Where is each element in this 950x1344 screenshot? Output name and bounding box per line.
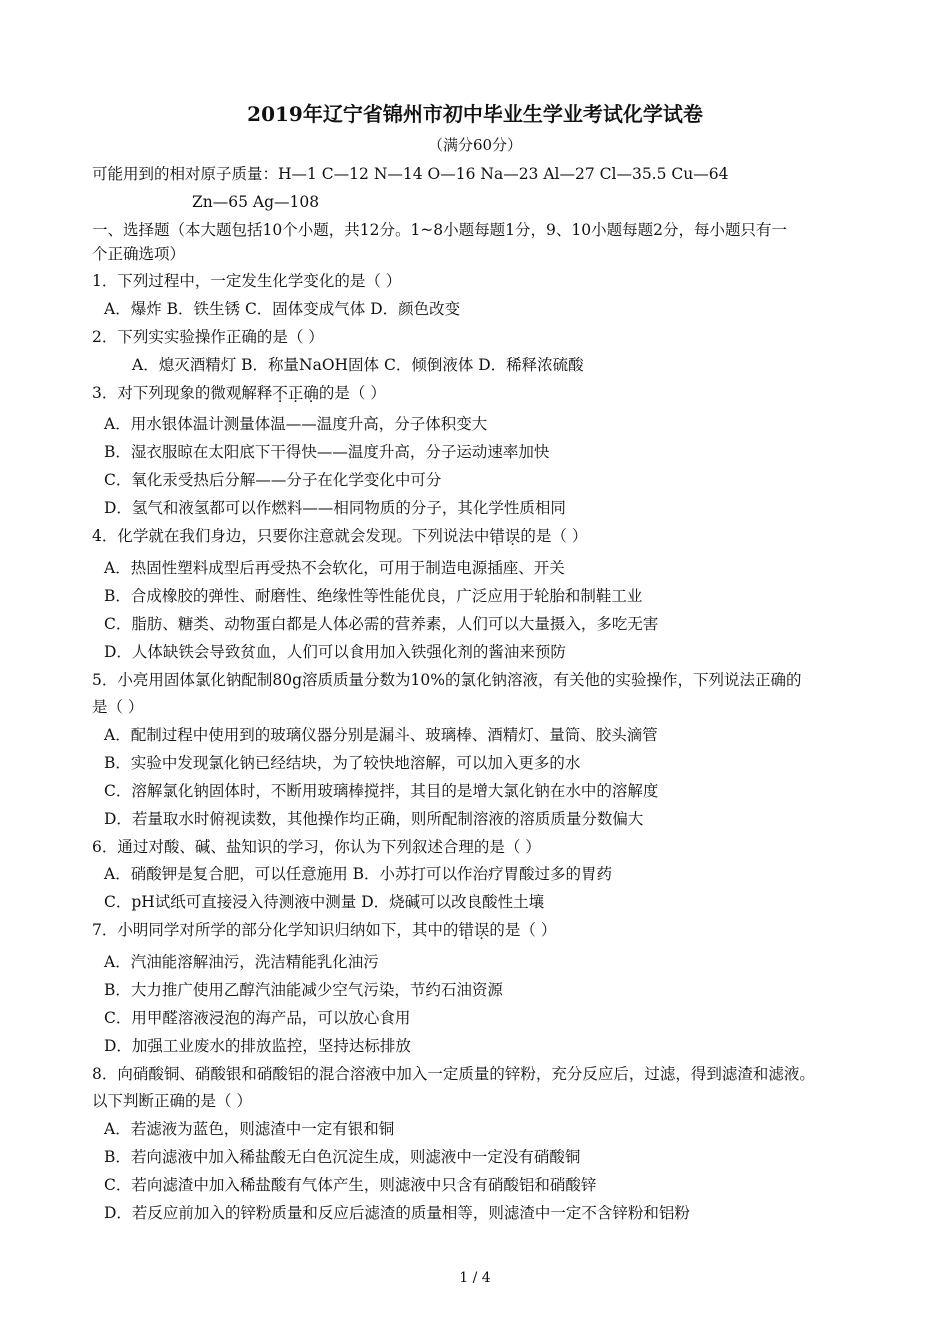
atomic-mass-line-2: Zn—65 Ag—108 bbox=[192, 193, 320, 211]
question-8-stem: 8．向硝酸铜、硝酸银和硝酸铝的混合溶液中加入一定质量的锌粉，充分反应后，过滤，得到滤渣和滤液。 bbox=[92, 1065, 815, 1083]
question-5-option-c: C．溶解氯化钠固体时，不断用玻璃棒搅拌，其目的是增大氯化钠在水中的溶解度 bbox=[104, 782, 659, 800]
section-heading-cont: 个正确选项） bbox=[92, 245, 186, 263]
section-heading: 一、选择题（本大题包括10个小题，共12分。1~8小题每题1分，9、10小题每题2分，每小题只有一 bbox=[92, 221, 787, 239]
stem-text: 4．化学就在我们身边，只要你注意就会发现。下列说法中 bbox=[92, 527, 490, 545]
emphasis-char: 错 bbox=[489, 527, 505, 545]
question-5-option-b: B．实验中发现氯化钠已经结块，为了较快地溶解，可以加入更多的水 bbox=[104, 754, 581, 772]
question-5-stem-cont: 是（ ） bbox=[92, 698, 144, 716]
question-8-option-d: D．若反应前加入的锌粉质量和反应后滤渣的质量相等，则滤渣中一定不含锌粉和铝粉 bbox=[104, 1204, 690, 1222]
question-3-option-d: D．氢气和液氢都可以作燃料——相同物质的分子，其化学性质相同 bbox=[104, 499, 566, 517]
emphasis-char: 不 bbox=[272, 384, 288, 402]
question-4-option-d: D．人体缺铁会导致贫血，人们可以食用加入铁强化剂的酱油来预防 bbox=[104, 643, 566, 661]
question-7-option-c: C．用甲醛溶液浸泡的海产品，可以放心食用 bbox=[104, 1009, 411, 1027]
question-6-options-cd: C．pH试纸可直接浸入待测液中测量 D．烧碱可以改良酸性土壤 bbox=[104, 893, 545, 911]
question-6-options-ab: A．硝酸钾是复合肥，可以任意施用 B．小苏打可以作治疗胃酸过多的胃药 bbox=[104, 865, 613, 883]
question-3-stem bbox=[92, 382, 386, 404]
stem-text: 3．对下列现象的微观解释 bbox=[92, 384, 273, 402]
question-1-options: A．爆炸 B．铁生锈 C．固体变成气体 D．颜色改变 bbox=[104, 300, 461, 318]
stem-text: 的是（ ） bbox=[520, 527, 588, 545]
emphasis-char: 误 bbox=[504, 527, 521, 545]
question-4-option-c: C．脂肪、糖类、动物蛋白都是人体必需的营养素，人们可以大量摄入，多吃无害 bbox=[104, 615, 659, 633]
stem-text: 7．小明同学对所学的部分化学知识归纳如下，其中的 bbox=[92, 921, 459, 939]
question-7-option-a: A．汽油能溶解油污，洗洁精能乳化油污 bbox=[104, 953, 379, 971]
question-5-option-d: D．若量取水时俯视读数，其他操作均正确，则所配制溶液的溶质质量分数偏大 bbox=[104, 810, 644, 828]
question-1-stem: 1．下列过程中，一定发生化学变化的是（ ） bbox=[92, 272, 402, 290]
page-title: 2019年辽宁省锦州市初中毕业生学业考试化学试卷 bbox=[247, 102, 703, 126]
emphasis-char: 正 bbox=[287, 384, 304, 402]
question-3-option-a: A．用水银体温计测量体温——温度升高，分子体积变大 bbox=[104, 415, 488, 433]
stem-text: 的是（ ） bbox=[318, 384, 386, 402]
atomic-mass-line: 可能用到的相对原子质量：H—1 C—12 N—14 O—16 Na—23 Al—27 Cl—35.5 Cu—64 bbox=[92, 165, 729, 183]
question-7-option-b: B．大力推广使用乙醇汽油能减少空气污染，节约石油资源 bbox=[104, 981, 503, 999]
question-8-option-a: A．若滤液为蓝色，则滤渣中一定有银和铜 bbox=[104, 1120, 395, 1138]
question-7-stem bbox=[92, 919, 556, 941]
question-3-option-b: B．湿衣服晾在太阳底下干得快——温度升高，分子运动速率加快 bbox=[104, 443, 550, 461]
question-8-option-b: B．若向滤液中加入稀盐酸无白色沉淀生成，则滤液中一定没有硝酸铜 bbox=[104, 1148, 581, 1166]
question-5-stem: 5．小亮用固体氯化钠配制80g溶质质量分数为10%的氯化钠溶液，有关他的实验操作，下列说法正确的 bbox=[92, 671, 802, 689]
emphasis-char: 错 bbox=[458, 921, 474, 939]
page-number: 1 / 4 bbox=[459, 1270, 491, 1286]
emphasis-char: 确 bbox=[303, 384, 319, 402]
question-4-option-a: A．热固性塑料成型后再受热不会软化，可用于制造电源插座、开关 bbox=[104, 559, 565, 577]
score-note: （满分60分） bbox=[427, 136, 523, 154]
question-3-option-c: C．氧化汞受热后分解——分子在化学变化中可分 bbox=[104, 471, 442, 489]
question-6-stem: 6．通过对酸、碱、盐知识的学习，你认为下列叙述合理的是（ ） bbox=[92, 838, 541, 856]
question-7-option-d: D．加强工业废水的排放监控，坚持达标排放 bbox=[104, 1037, 411, 1055]
stem-text: 的是（ ） bbox=[489, 921, 557, 939]
question-8-stem-cont: 以下判断正确的是（ ） bbox=[92, 1092, 252, 1110]
question-4-stem bbox=[92, 525, 587, 547]
question-5-option-a: A．配制过程中使用到的玻璃仪器分别是漏斗、玻璃棒、酒精灯、量筒、胶头滴管 bbox=[104, 726, 658, 744]
question-4-option-b: B．合成橡胶的弹性、耐磨性、绝缘性等性能优良，广泛应用于轮胎和制鞋工业 bbox=[104, 587, 643, 605]
emphasis-char: 误 bbox=[473, 921, 490, 939]
question-2-stem: 2．下列实实验操作正确的是（ ） bbox=[92, 328, 324, 346]
question-2-options: A．熄灭酒精灯 B．称量NaOH固体 C．倾倒液体 D．稀释浓硫酸 bbox=[132, 356, 584, 374]
question-8-option-c: C．若向滤渣中加入稀盐酸有气体产生，则滤液中只含有硝酸铝和硝酸锌 bbox=[104, 1176, 597, 1194]
